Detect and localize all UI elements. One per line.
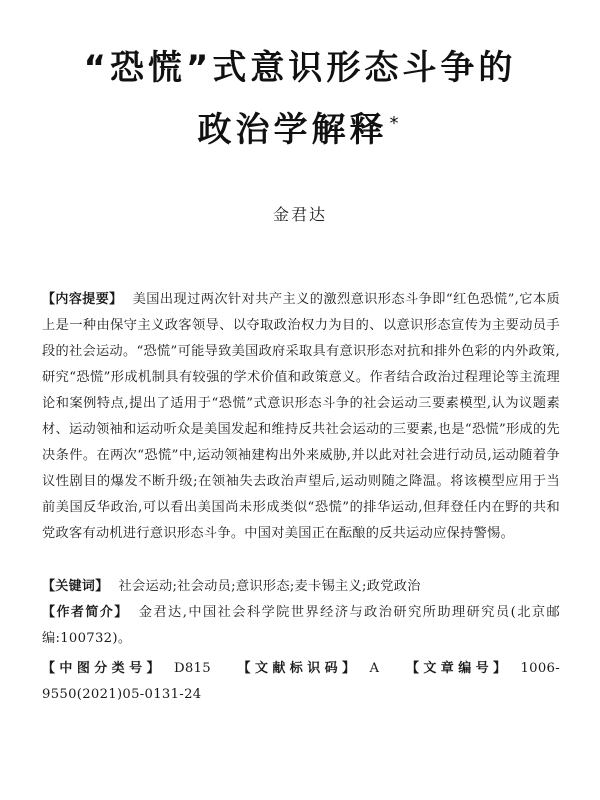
keywords-section [42,574,560,600]
classification-section [42,656,560,708]
author-bio-label: 【作者简介】 [42,605,129,620]
author-bio-section [42,600,560,652]
title-footnote-mark: * [389,113,403,134]
author-name: 金君达 [272,205,327,224]
article-title-line-1: “恐慌”式意识形态斗争的 [83,48,517,88]
abstract-text: 美国出现过两次针对共产主义的激烈意识形态斗争即“红色恐慌”,它本质上是一种由保守主义政客领导、以夺取政治权力为目的、以意识形态宣传为主要动员手段的社会运动。“恐慌”可能导致美国政府采取具有意识形态对抗和排外色彩的内外政策,研究“恐慌”形成机制具有较强的学术价值和政策意义。作者结合政治过程理论等主流理论和案例特点,提出了适用于“恐慌”式意识形态斗争的社会运动三要素模型,认为议题素材、运动领袖和运动听众是美国发起和维持反共社会运动的三要素,也是“恐慌”形成的先决条件。在两次“恐慌”中,运动领袖建构出外来威胁,并以此对社会进行动员,运动随着争议性剧目的爆发不断升级;在领袖失去政治声望后,运动则随之降温。将该模型应用于当前美国反华政治,可以看出美国尚未形成类似“恐慌”的排华运动,但拜登任内在野的共和党政客有动机进行意识形态斗争。中国对美国正在酝酿的反共运动应保持警惕。 [42,292,560,541]
keywords-label: 【关键词】 [42,579,109,594]
abstract-label: 【内容提要】 [42,292,123,307]
keywords-text: 社会运动;社会动员;意识形态;麦卡锡主义;政党政治 [118,579,421,594]
article-title-text: 政治学解释 [197,110,388,150]
abstract-section [42,287,560,547]
article-number-label: 【文章编号】 [405,661,511,676]
doc-code-item [238,661,380,676]
doc-code-value: A [369,661,380,676]
article-number-value: 1006-9550(2021)05-0131-24 [42,661,560,702]
article-title-line-2 [0,110,600,150]
clc-label: 【中图分类号】 [42,661,164,676]
clc-value: D815 [173,661,211,676]
author-bio-text: 金君达,中国社会科学院世界经济与政治研究所助理研究员(北京邮编:100732)。 [42,605,560,646]
clc-item [42,661,211,676]
doc-code-label: 【文献标识码】 [237,661,360,676]
